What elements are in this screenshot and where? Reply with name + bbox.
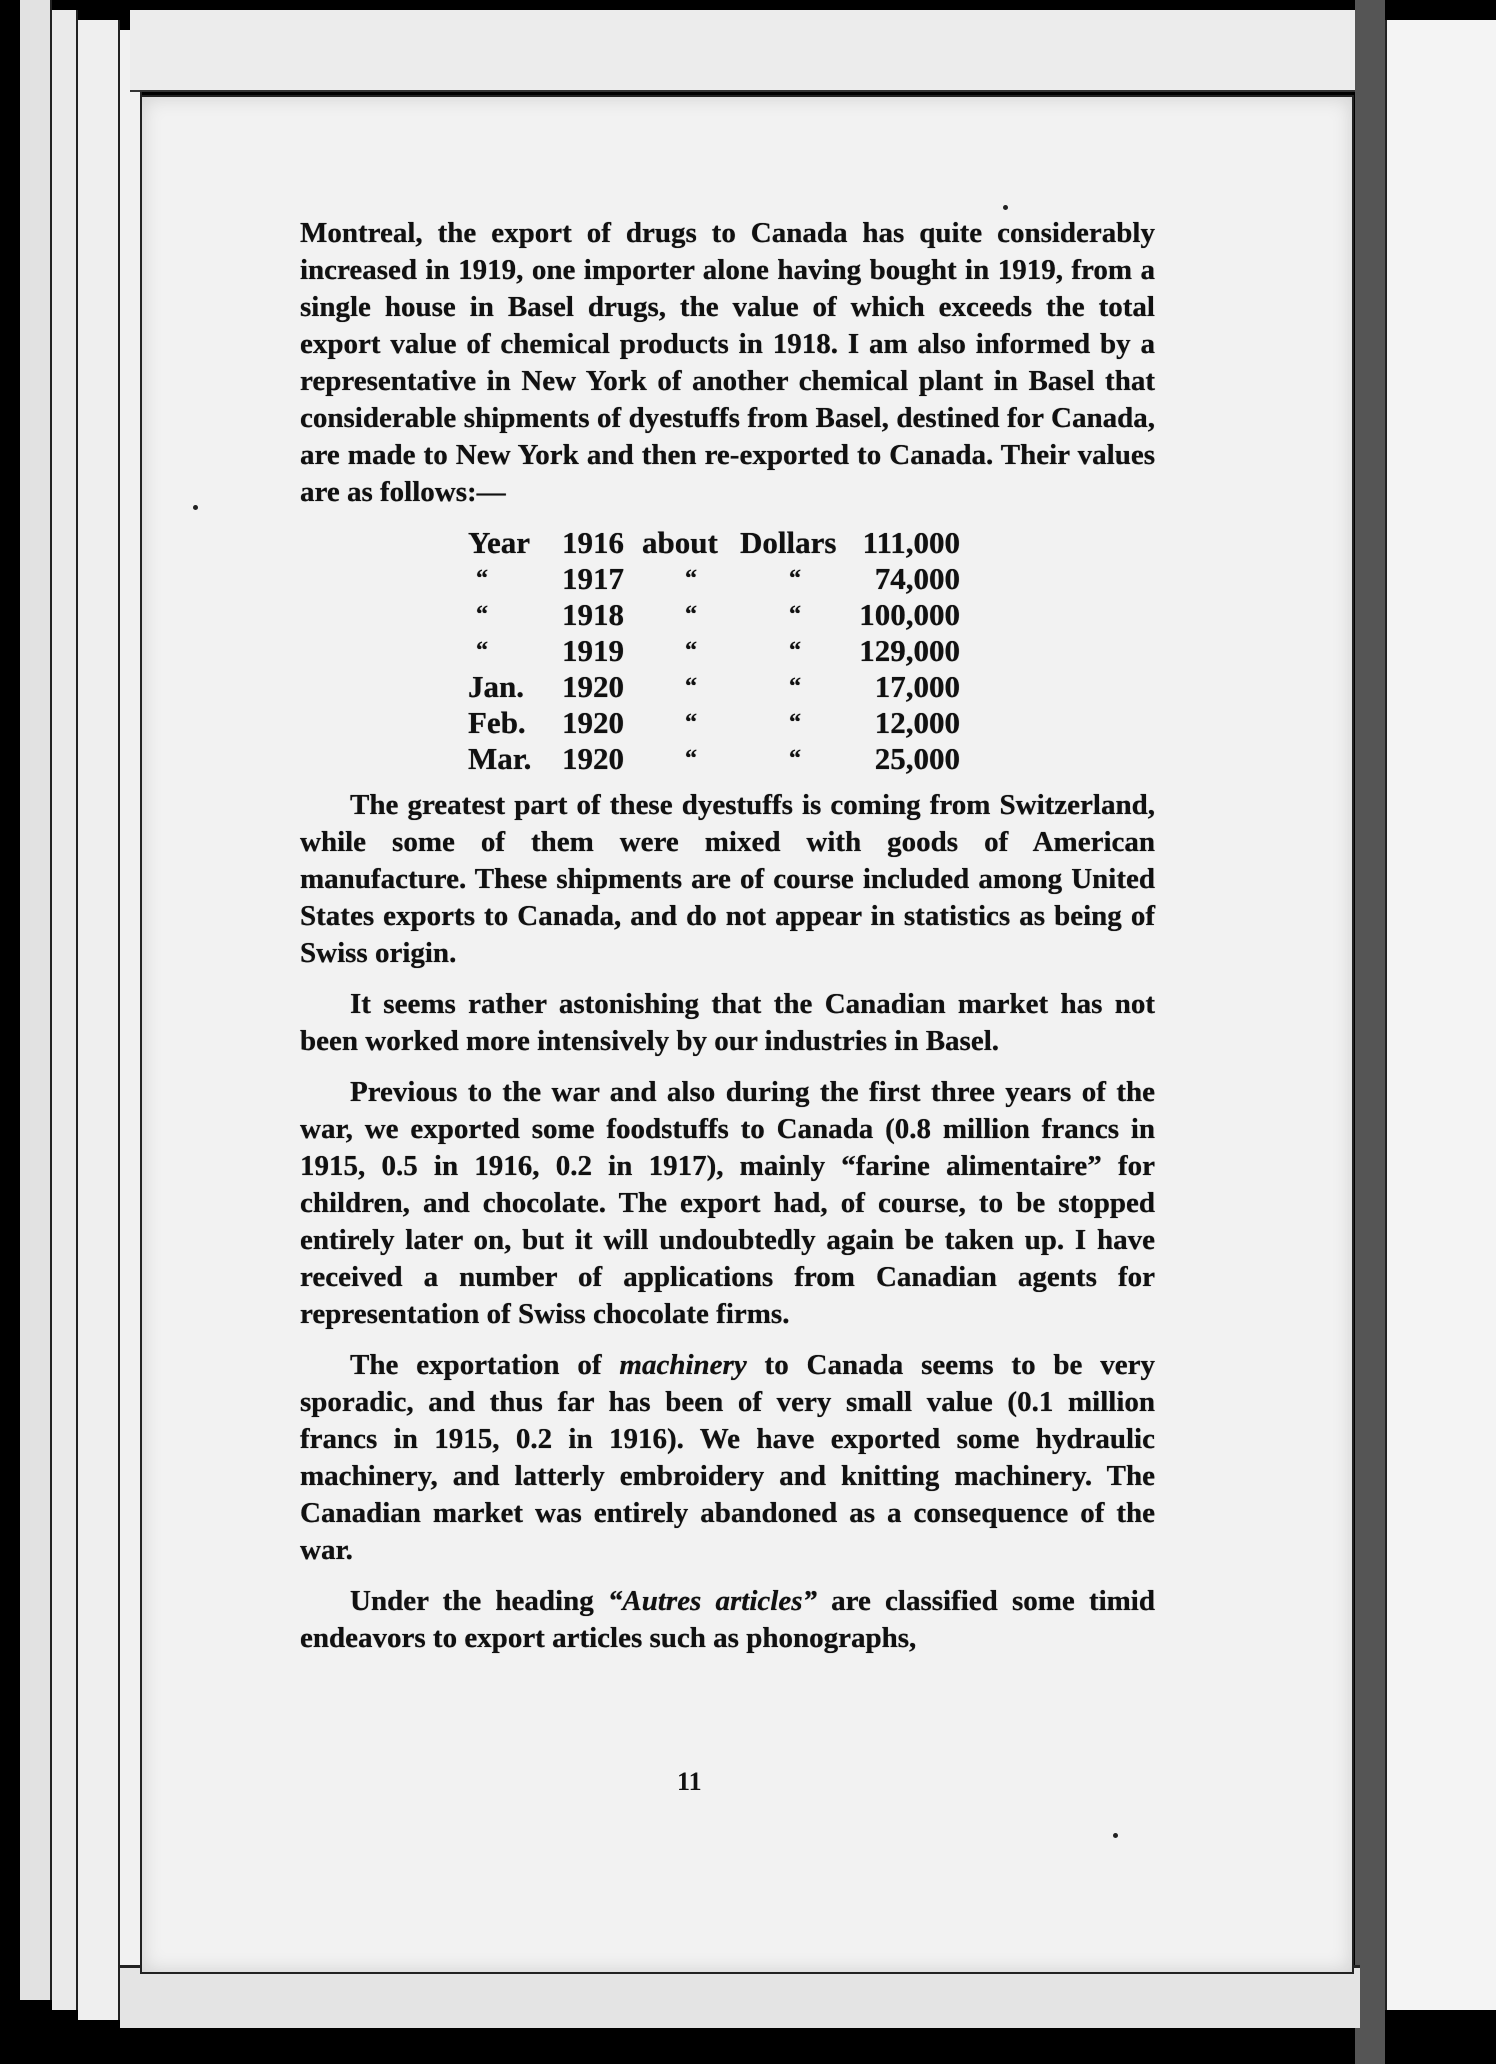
next-page-sliver [1385,20,1496,2010]
table-cell-currency: Dollars [740,525,837,560]
table-cell-year: 1920 [562,705,624,740]
table-cell-about: “ [685,602,697,628]
table-cell-label: “ [476,566,488,592]
table-cell-value: 12,000 [874,705,960,740]
table-cell-year: 1917 [562,561,624,596]
table-cell-currency: “ [789,638,801,664]
italic-term: “Autres articles” [607,1585,817,1617]
table-row [468,741,960,777]
page-edge [120,30,142,2020]
paragraph [300,1583,1155,1657]
table-cell-value: 111,000 [862,525,960,560]
text-run: are classified some timid endeavors to export articles such as phonographs, [300,1585,1155,1654]
table-cell-label: “ [476,638,488,664]
table-cell-currency: “ [789,674,801,700]
table-cell-label: “ [476,602,488,628]
table-cell-label: Feb. [468,705,526,740]
speck [1113,1833,1118,1838]
dyestuff-values-table [468,525,960,777]
table-cell-value: 25,000 [874,741,960,776]
text-run: Under the heading [350,1585,608,1617]
text-run: to Canada seems to be very sporadic, and thus far has been of very small value (0.1 million francs in 1915, 0.2 in 1916). We have exported some hydraulic machinery, and latterly embroidery and knitting machinery. The Canadian market was entirely abandoned as a consequence of the war. [300,1349,1156,1566]
table-row [468,561,960,597]
paragraph: Montreal, the export of drugs to Canada has quite considerably increased in 1919, one importer alone having bought in 1919, from a single house in Basel drugs, the value of which exceeds the total export value of chemical products in 1918. I am also informed by a representative in New York of another chemical plant in Basel that considerable shipments of dyestuffs from Basel, destined for Canada, are made to New York and then re-exported to Canada. Their values are as follows:— [300,217,1155,508]
paragraph: Previous to the war and also during the first three years of the war, we exported some foodstuffs to Canada (0.8 million francs in 1915, 0.5 in 1916, 0.2 in 1917), mainly “farine alimentaire” for children, and chocolate. The export had, of course, to be stopped entirely later on, but it will undoubtedly again be taken up. I have received a number of applications from Canadian agents for representation of Swiss chocolate firms. [300,1076,1155,1330]
paragraph: The greatest part of these dyestuffs is coming from Switzerland, while some of them were mixed with goods of American manufacture. These shipments are of course included among United States exports to Canada, and do not appear in statistics as being of Swiss origin. [300,789,1155,969]
page-edge [78,20,120,2020]
table-cell-year: 1920 [562,741,624,776]
table-cell-currency: “ [789,602,801,628]
page-number: 11 [677,1767,702,1796]
table-cell-about: “ [685,674,697,700]
table-cell-value: 17,000 [874,669,960,704]
text-run: The exportation of [350,1349,620,1381]
book-binding [1355,0,1385,2064]
table-cell-year: 1919 [562,633,624,668]
italic-term: machinery [619,1349,747,1381]
table-cell-label: Jan. [468,669,524,704]
table-cell-year: 1920 [562,669,624,704]
table-row [468,597,960,633]
table-cell-value: 74,000 [874,561,960,596]
page-edge [52,10,78,2010]
table-row [468,705,960,741]
table-row [468,525,960,561]
page-edge [20,0,52,2000]
speck [193,505,198,510]
page-bottom-edge [120,1965,1360,2028]
table-cell-currency: “ [789,746,801,772]
table-cell-label: Year [468,525,530,560]
table-cell-about: “ [685,638,697,664]
table-cell-about: “ [685,710,697,736]
table-cell-about: about [642,525,718,560]
page-text [300,215,1155,1657]
table-cell-about: “ [685,566,697,592]
speck [1003,205,1008,210]
back-page-top [130,10,1355,92]
table-cell-value: 129,000 [859,633,960,668]
table-row [468,633,960,669]
table-cell-about: “ [685,746,697,772]
table-cell-value: 100,000 [859,597,960,632]
table-cell-label: Mar. [468,741,532,776]
table-cell-year: 1918 [562,597,624,632]
table-row [468,669,960,705]
paragraph [300,1347,1155,1569]
table-cell-currency: “ [789,566,801,592]
paragraph: It seems rather astonishing that the Canadian market has not been worked more intensively by our industries in Basel. [300,988,1155,1057]
table-cell-year: 1916 [562,525,624,560]
table-cell-currency: “ [789,710,801,736]
